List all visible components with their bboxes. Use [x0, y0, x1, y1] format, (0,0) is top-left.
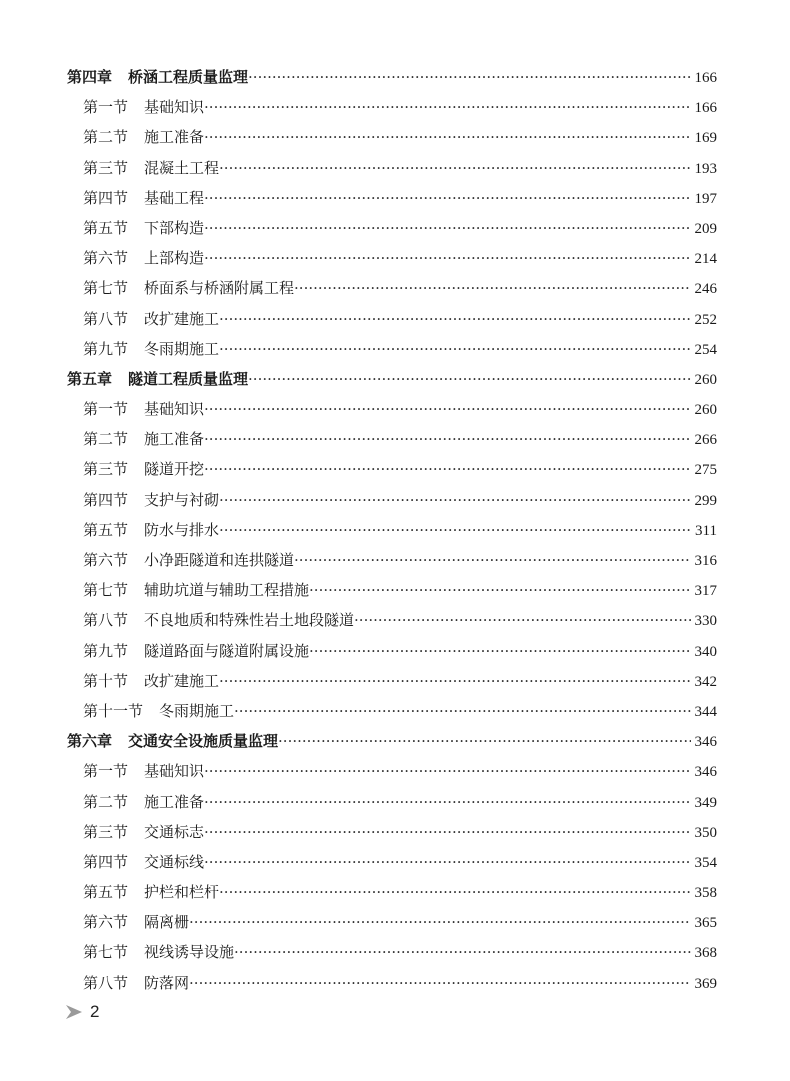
toc-section-row: [67, 485, 717, 515]
toc-entry-label: [83, 243, 204, 273]
toc-entry-title: 防水与排水: [144, 520, 220, 539]
toc-chapter-row: [67, 364, 717, 394]
toc-entry-title: 基础知识: [144, 98, 205, 117]
toc-entry-number: 第六节: [83, 249, 129, 268]
toc-leader-dots: [204, 243, 690, 273]
toc-leader-dots: [219, 334, 690, 364]
toc-entry-title: 不良地质和特殊性岩土地段隧道: [144, 611, 355, 630]
toc-entry-title: 小净距隧道和连拱隧道: [144, 551, 295, 569]
toc-entry-number: 第一节: [83, 762, 129, 781]
toc-page-number: 340: [694, 643, 717, 660]
toc-leader-dots: [219, 515, 691, 545]
toc-section-row: [67, 334, 717, 364]
toc-page-number: 260: [694, 371, 717, 388]
toc-section-row: [67, 243, 717, 273]
toc-page-number: 252: [694, 311, 717, 328]
toc-entry-label: [83, 937, 234, 967]
toc-entry-label: [67, 726, 278, 756]
toc-entry-label: [83, 153, 219, 183]
toc-entry-label: [83, 636, 309, 666]
toc-page-number: 209: [694, 220, 717, 237]
toc-entry-label: [83, 605, 354, 635]
toc-entry-number: 第二节: [83, 430, 129, 449]
toc-page-number: 344: [694, 703, 717, 720]
toc-page-number: 354: [694, 854, 717, 871]
toc-entry-title: 混凝土工程: [144, 158, 220, 177]
toc-entry-number: 第七节: [83, 279, 129, 298]
toc-entry-title: 护栏和栏杆: [144, 883, 220, 902]
toc-leader-dots: [234, 696, 690, 726]
toc-page-number: 275: [694, 462, 717, 479]
toc-page-number: 299: [694, 492, 717, 509]
toc-entry-label: [83, 515, 219, 545]
toc-leader-dots: [204, 394, 690, 424]
toc-page-number: 368: [694, 945, 717, 962]
toc-section-row: [67, 666, 717, 696]
toc-page-number: 266: [694, 432, 717, 449]
toc-page-number: 254: [694, 341, 717, 358]
toc-entry-label: [83, 122, 204, 152]
toc-leader-dots: [204, 817, 690, 847]
toc-entry-title: 防落网: [144, 973, 190, 992]
toc-entry-title: 施工准备: [144, 792, 205, 811]
toc-section-row: [67, 877, 717, 907]
toc-entry-label: [83, 394, 204, 424]
toc-entry-number: 第一节: [83, 98, 129, 117]
toc-entry-number: 第十一节: [83, 701, 144, 720]
toc-entry-label: [83, 424, 204, 454]
toc-leader-dots: [204, 756, 690, 786]
toc-entry-number: 第二节: [83, 128, 129, 147]
toc-entry-number: 第五节: [83, 218, 129, 237]
toc-entry-label: [83, 575, 309, 605]
toc-section-row: [67, 273, 717, 303]
toc-entry-title: 基础知识: [144, 400, 205, 419]
toc-leader-dots: [219, 153, 690, 183]
toc-section-row: [67, 968, 717, 998]
toc-leader-dots: [219, 304, 690, 334]
toc-leader-dots: [248, 62, 690, 92]
toc-entry-number: 第三节: [83, 460, 129, 479]
toc-leader-dots: [354, 605, 690, 635]
toc-leader-dots: [204, 122, 690, 152]
toc-leader-dots: [204, 183, 690, 213]
toc-leader-dots: [248, 364, 690, 394]
toc-section-row: [67, 756, 717, 786]
toc-entry-label: [83, 92, 204, 122]
toc-entry-title: 交通标线: [144, 852, 205, 871]
toc-leader-dots: [309, 636, 690, 666]
toc-entry-title: 施工准备: [144, 128, 205, 147]
toc-entry-number: 第五章: [67, 369, 113, 388]
toc-section-row: [67, 696, 717, 726]
toc-section-row: [67, 515, 717, 545]
toc-entry-number: 第七节: [83, 943, 129, 962]
toc-entry-label: [83, 877, 219, 907]
toc-page-number: 349: [694, 794, 717, 811]
toc-entry-label: [83, 273, 294, 303]
toc-entry-label: [83, 666, 219, 696]
toc-page-number: 330: [694, 613, 717, 630]
toc-entry-number: 第六章: [67, 732, 113, 751]
toc-section-row: [67, 575, 717, 605]
toc-section-row: [67, 394, 717, 424]
toc-leader-dots: [204, 847, 690, 877]
toc-leader-dots: [204, 213, 690, 243]
toc-entry-title: 上部构造: [144, 249, 205, 268]
toc-entry-label: [83, 304, 219, 334]
toc-leader-dots: [219, 485, 690, 515]
toc-page-number: 169: [694, 130, 717, 147]
toc-leader-dots: [204, 424, 690, 454]
toc-section-row: [67, 605, 717, 635]
toc-page-number: 260: [694, 402, 717, 419]
toc-entry-number: 第九节: [83, 339, 129, 358]
toc-section-row: [67, 817, 717, 847]
toc-entry-label: [83, 213, 204, 243]
toc-leader-dots: [294, 545, 690, 575]
toc-section-row: [67, 787, 717, 817]
toc-entry-label: [67, 364, 248, 394]
toc-entry-number: 第三节: [83, 822, 129, 841]
toc-entry-label: [83, 817, 204, 847]
toc-page-number: 214: [694, 251, 717, 268]
toc-leader-dots: [234, 937, 690, 967]
toc-entry-title: 隧道路面与隧道附属设施: [144, 641, 310, 660]
toc-leader-dots: [219, 666, 690, 696]
toc-entry-label: [83, 847, 204, 877]
toc-entry-label: [83, 545, 294, 575]
toc-entry-title: 改扩建施工: [144, 671, 220, 690]
toc-section-row: [67, 545, 717, 575]
toc-page-number: 346: [694, 764, 717, 781]
toc-entry-number: 第一节: [83, 400, 129, 419]
toc-page-number: 358: [694, 885, 717, 902]
toc-page-number: 346: [694, 734, 717, 751]
toc-leader-dots: [294, 273, 690, 303]
toc-leader-dots: [189, 907, 690, 937]
toc-entry-label: [83, 696, 234, 726]
toc-page-number: 166: [694, 100, 717, 117]
toc-section-row: [67, 907, 717, 937]
toc-page-number: 369: [694, 975, 717, 992]
toc-leader-dots: [204, 92, 690, 122]
toc-page-number: 317: [694, 583, 717, 600]
toc-section-row: [67, 213, 717, 243]
page-number: 2: [90, 1002, 100, 1021]
toc-entry-title: 基础工程: [144, 188, 205, 207]
chevron-right-icon: [64, 1002, 84, 1022]
toc-entry-title: 隧道工程质量监理: [128, 369, 249, 388]
toc-entry-label: [83, 756, 204, 786]
toc-entry-title: 基础知识: [144, 762, 205, 781]
toc-leader-dots: [204, 454, 690, 484]
toc-page-number: 193: [694, 160, 717, 177]
toc-entry-number: 第六节: [83, 551, 129, 569]
toc-leader-dots: [204, 787, 690, 817]
toc-entry-number: 第七节: [83, 581, 129, 600]
toc-section-row: [67, 847, 717, 877]
toc-chapter-row: [67, 726, 717, 756]
toc-section-row: [67, 636, 717, 666]
toc-entry-number: 第四节: [83, 188, 129, 207]
toc-section-row: [67, 183, 717, 213]
toc-leader-dots: [219, 877, 690, 907]
toc-entry-title: 辅助坑道与辅助工程措施: [144, 581, 310, 600]
toc-page-number: 365: [694, 915, 717, 932]
toc-page-number: 342: [694, 673, 717, 690]
toc-page-number: 166: [694, 70, 717, 86]
toc-section-row: [67, 454, 717, 484]
toc-entry-label: [83, 968, 189, 998]
toc-entry-label: [83, 787, 204, 817]
toc-entry-title: 下部构造: [144, 218, 205, 237]
toc-entry-number: 第八节: [83, 611, 129, 630]
toc-entry-number: 第二节: [83, 792, 129, 811]
toc-leader-dots: [189, 968, 690, 998]
toc-section-row: [67, 92, 717, 122]
toc-entry-number: 第四节: [83, 852, 129, 871]
toc-leader-dots: [309, 575, 690, 605]
toc-entry-number: 第三节: [83, 158, 129, 177]
toc-entry-title: 交通标志: [144, 822, 205, 841]
page-footer: [64, 1002, 99, 1022]
toc-entry-title: 桥涵工程质量监理: [128, 68, 249, 86]
toc-entry-title: 视线诱导设施: [144, 943, 235, 962]
toc-entry-title: 隧道开挖: [144, 460, 205, 479]
toc-entry-number: 第五节: [83, 520, 129, 539]
toc-entry-label: [83, 454, 204, 484]
toc-entry-title: 冬雨期施工: [144, 339, 220, 358]
table-of-contents: [67, 62, 717, 998]
toc-entry-title: 冬雨期施工: [159, 701, 235, 720]
toc-section-row: [67, 304, 717, 334]
toc-section-row: [67, 424, 717, 454]
toc-section-row: [67, 153, 717, 183]
toc-entry-title: 隔离栅: [144, 913, 190, 932]
toc-chapter-row: [67, 62, 717, 92]
toc-entry-number: 第六节: [83, 913, 129, 932]
toc-entry-number: 第八节: [83, 973, 129, 992]
toc-entry-label: [83, 334, 219, 364]
toc-page-number: 311: [695, 522, 717, 539]
toc-page-number: 350: [694, 824, 717, 841]
toc-entry-title: 交通安全设施质量监理: [128, 732, 279, 751]
toc-entry-label: [83, 907, 189, 937]
toc-entry-number: 第五节: [83, 883, 129, 902]
toc-page-number: 316: [694, 553, 717, 569]
toc-entry-label: [83, 485, 219, 515]
toc-entry-number: 第八节: [83, 309, 129, 328]
toc-entry-number: 第九节: [83, 641, 129, 660]
toc-entry-number: 第十节: [83, 671, 129, 690]
toc-entry-title: 改扩建施工: [144, 309, 220, 328]
toc-entry-title: 支护与衬砌: [144, 490, 220, 509]
toc-entry-title: 施工准备: [144, 430, 205, 449]
toc-section-row: [67, 122, 717, 152]
toc-entry-title: 桥面系与桥涵附属工程: [144, 279, 295, 298]
toc-entry-label: [67, 62, 248, 92]
toc-page-number: 246: [694, 281, 717, 298]
toc-leader-dots: [278, 726, 690, 756]
toc-entry-number: 第四节: [83, 490, 129, 509]
toc-section-row: [67, 937, 717, 967]
toc-page-number: 197: [694, 190, 717, 207]
toc-entry-label: [83, 183, 204, 213]
toc-entry-number: 第四章: [67, 68, 113, 86]
